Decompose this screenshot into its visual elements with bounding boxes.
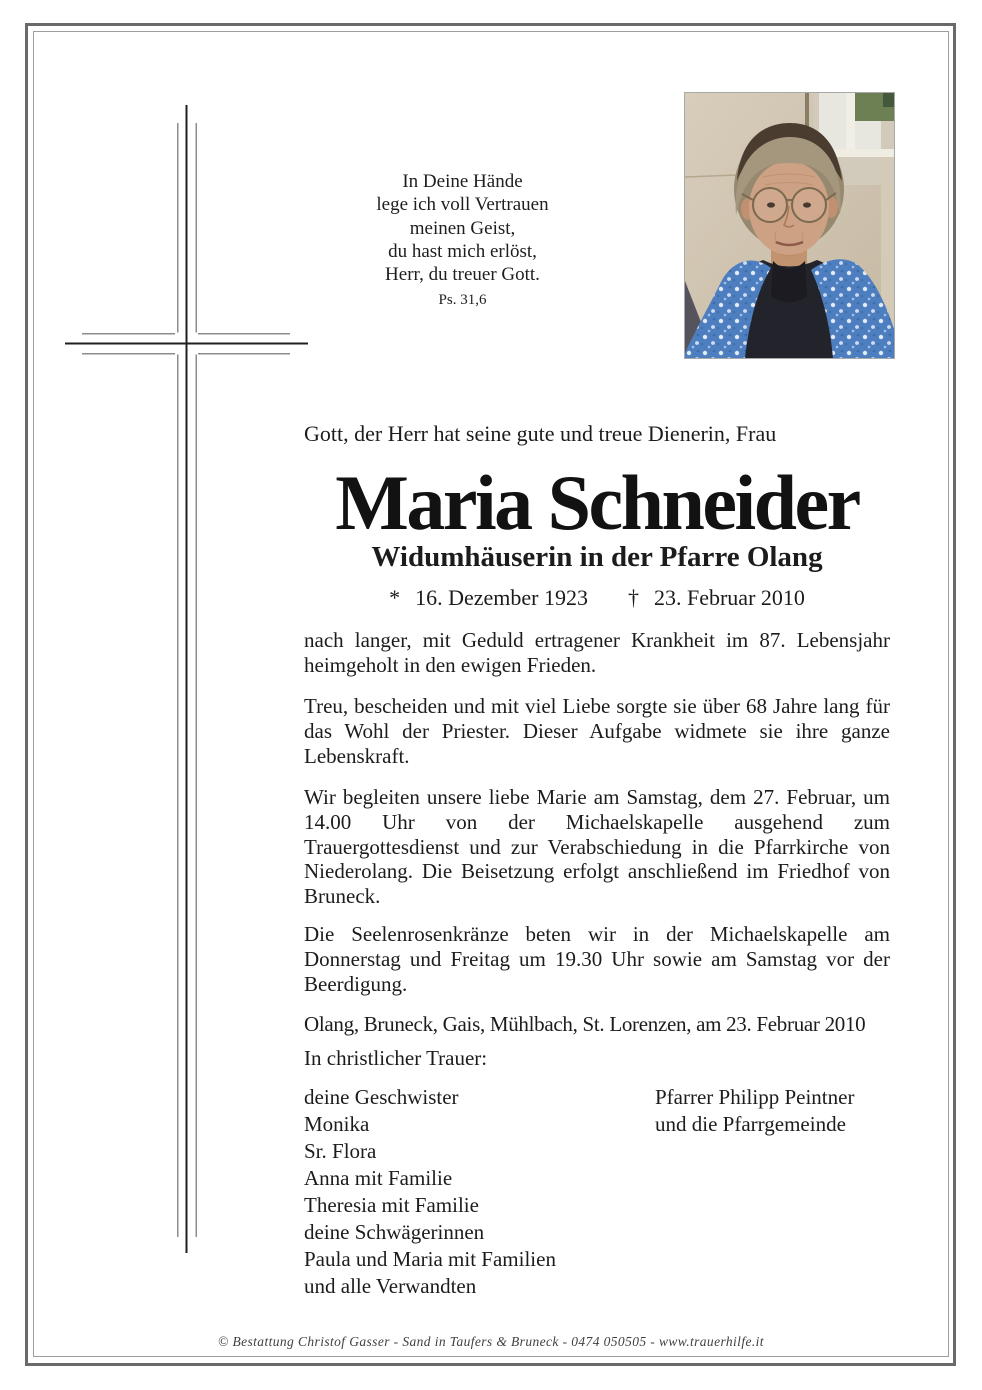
list-item: und alle Verwandten (304, 1274, 477, 1298)
death-date-text: 23. Februar 2010 (653, 585, 805, 610)
birth-date-text: 16. Dezember 1923 (415, 585, 588, 610)
mourning-header: In christlicher Trauer: (304, 1046, 488, 1070)
prayer-line: lege ich voll Vertrauen (376, 194, 549, 216)
intro-line: Gott, der Herr hat seine gute und treue Dienerin, Frau (304, 421, 777, 446)
obituary-paragraph: Treu, bescheiden und mit viel Liebe sorgte sie über 68 Jahre lang für das Wohl der Priester. Dieser Aufgabe widmete sie ihre ganze Lebenskraft. (304, 694, 890, 768)
death-date (628, 585, 805, 611)
obituary-paragraph: Die Seelenrosenkränze beten wir in der Michaelskapelle am Donnerstag und Freitag um 19.30 Uhr sowie am Samstag vor der Beerdigung. (304, 922, 890, 996)
prayer-line: du hast mich erlöst, (388, 240, 537, 262)
birth-symbol: * (389, 585, 401, 610)
death-symbol: † (627, 585, 639, 610)
list-item: Theresia mit Familie (304, 1193, 479, 1217)
list-item: Sr. Flora (304, 1139, 377, 1163)
psalm-reference: Ps. 31,6 (438, 292, 487, 309)
deceased-role: Widumhäuserin in der Pfarre Olang (371, 541, 823, 573)
birth-date (389, 585, 588, 611)
list-item: und die Pfarrgemeinde (655, 1112, 846, 1136)
obituary-paragraph: Wir begleiten unsere liebe Marie am Samstag, dem 27. Februar, um 14.00 Uhr von der Michaelskapelle ausgehend zum Trauergottesdienst und zur Verabschiedung in die Pfarrkirche von Niederolang. Die Beisetzung erfolgt anschließend im Friedhof von Bruneck. (304, 785, 890, 909)
list-item: deine Schwägerinnen (304, 1220, 485, 1244)
list-item: Anna mit Familie (304, 1166, 453, 1190)
list-item: Pfarrer Philipp Peintner (655, 1085, 855, 1109)
obituary-paragraph: nach langer, mit Geduld ertragener Krankheit im 87. Lebensjahr heimgeholt in den ewigen Frieden. (304, 628, 890, 677)
obituary-text-column (304, 0, 890, 1390)
list-item: deine Geschwister (304, 1085, 459, 1109)
deceased-name: Maria Schneider (335, 459, 859, 546)
prayer-line: Herr, du treuer Gott. (385, 264, 540, 286)
list-item: Monika (304, 1112, 370, 1136)
prayer-line: meinen Geist, (409, 217, 516, 239)
prayer-line: In Deine Hände (402, 171, 523, 192)
list-item: Paula und Maria mit Familien (304, 1247, 556, 1271)
life-dates (304, 585, 890, 611)
places-date-line: Olang, Bruneck, Gais, Mühlbach, St. Lorenzen, am 23. Februar 2010 (304, 1012, 866, 1036)
footer-credit: © Bestattung Christof Gasser - Sand in Taufers & Bruneck - 0474 050505 - www.trauerhilfe.it (218, 1334, 764, 1349)
mourners-list-right (655, 1084, 890, 1138)
